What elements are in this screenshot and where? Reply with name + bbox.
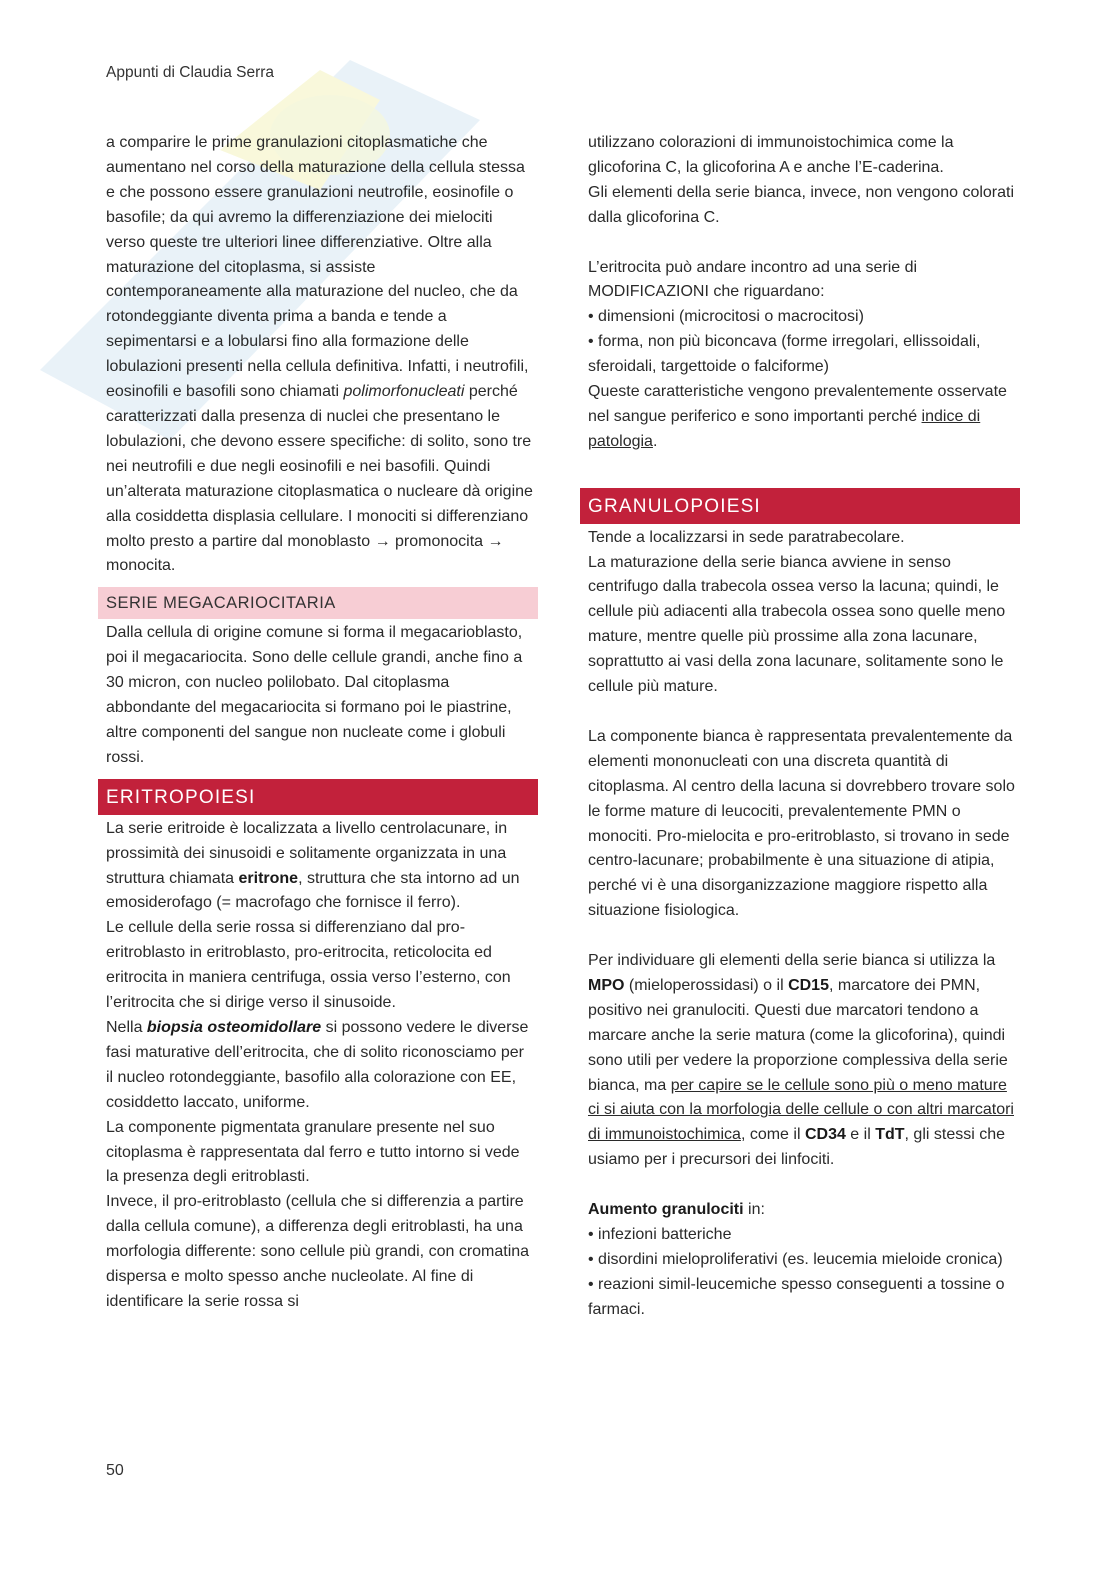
paragraph-glicoforina: utilizzano colorazioni di immunoistochimica come la glicoforina C, la glicoforina A e anche l’E-caderina.: [588, 134, 954, 176]
list-item: • forma, non più biconcava (forme irregolari, ellissoidali, sferoidali, targettoide o falciforme): [588, 333, 981, 376]
page-number: 50: [106, 1462, 124, 1479]
paragraph-caratteristiche: Queste caratteristiche vengono prevalentemente osservate nel sangue periferico e sono importanti perché indice di patologia.: [588, 383, 1007, 450]
underlined-passage: per capire se le cellule sono più o meno mature ci si aiuta con la morfologia delle cellule o con altri marcatori di immunoistochimica: [588, 1076, 1014, 1144]
running-header: Appunti di Claudia Serra: [106, 64, 275, 81]
paragraph-granulo-4: Per individuare gli elementi della serie bianca si utilizza la MPO (mieloperossidasi) o il CD15, marcatore dei PMN, positivo nei granulociti. Questi due marcatori tendono a marcare anche la serie matura (come la glicoforina), quindi sono utili per vedere la proporzione complessiva della serie bianca, ma per capire se le cellule sono più o meno mature ci si aiuta con la morfologia delle cellule o con altri marcatori di immunoistochimica, come il CD34 e il TdT, gli stessi che usiamo per i precursori dei linfociti.: [588, 952, 1014, 1169]
list-item: • dimensioni (microcitosi o macrocitosi): [588, 308, 864, 326]
paragraph-maturazione: a comparire le prime granulazioni citoplasmatiche che aumentano nel corso della maturazione della cellula stessa e che possono essere granulazioni neutrofile, eosinofile o basofile; da qui avremo la differenziazione dei mielociti verso queste tre ulteriori linee differenziative. Oltre alla maturazione del citoplasma, si assiste contemporaneamente alla maturazione del nucleo, che da rotondeggiante diventa prima a banda e tende a sepimentarsi e a lobularsi fino alla formazione delle lobulazioni presenti nella cellula definitiva. Infatti, i neutrofili, eosinofili e basofili sono chiamati polimorfonucleati perché caratterizzati dalla presenza di nuclei che presentano le lobulazioni, che devono essere specifiche: di solito, sono tre nei neutrofili e due negli eosinofili e nei basofili. Quindi un’alterata maturazione citoplasmatica o nucleare dà origine alla cosiddetta displasia cellulare. I monociti si differenziano molto presto a partire dal monoblasto → promonocita → monocita.: [106, 134, 533, 575]
bold-term: CD34: [804, 1126, 846, 1144]
paragraph-eritro-2: Le cellule della serie rossa si differenziano dal pro-eritroblasto in eritroblasto, pro-eritrocita, reticolocita ed eritrocita in maniera centrifuga, ossia verso l’esterno, con l’eritrocita che si dirige verso il sinusoide.: [106, 919, 511, 1012]
underlined-term: indice di patologia: [588, 407, 981, 450]
section-heading-megacariocitaria: SERIE MEGACARIOCITARIA: [98, 587, 538, 619]
section-heading-granulopoiesi: GRANULOPOIESI: [580, 488, 1020, 524]
bold-term: eritrone: [238, 869, 299, 887]
bold-italic-term: biopsia osteomidollare: [146, 1019, 322, 1036]
list-item: • disordini mieloproliferativi (es. leucemia mieloide cronica): [588, 1250, 1003, 1268]
paragraph-eritro-4: La componente pigmentata granulare presente nel suo citoplasma è rappresentata dal ferro e tutto intorno si vede la presenza degli eritroblasti.: [106, 1118, 520, 1186]
bold-term: MPO: [588, 976, 625, 994]
bold-term: CD15: [788, 976, 829, 994]
italic-term: polimorfonucleati: [343, 383, 465, 401]
paragraph-serie-bianca: Gli elementi della serie bianca, invece, non vengono colorati dalla glicoforina C.: [588, 183, 1015, 226]
paragraph-granulo-1: Tende a localizzarsi in sede paratrabecolare.: [588, 528, 905, 546]
paragraph-modificazioni: L’eritrocita può andare incontro ad una serie di MODIFICAZIONI che riguardano:: [588, 258, 918, 301]
paragraph-eritro-3: Nella biopsia osteomidollare si possono vedere le diverse fasi maturative dell’eritrocita, che di solito riconosciamo per il nucleo rotondeggiante, basofilo alla colorazione con EE, cosiddetto laccato, uniforme.: [106, 1019, 529, 1111]
paragraph-eritro-1: La serie eritroide è localizzata a livello centrolacunare, in prossimità dei sinusoidi e solitamente organizzata in una struttura chiamata eritrone, struttura che sta intorno ad un emosiderofago (= macrofago che fornisce il ferro).: [106, 819, 520, 912]
paragraph-granulo-2: La maturazione della serie bianca avviene in senso centrifugo dalla trabecola ossea verso la lacuna; quindi, le cellule più adiacenti alla trabecola ossea sono quelle meno mature, mentre quelle più prossime alla zona lacunare, soprattutto ai vasi della zona lacunare, solitamente sono le cellule più mature.: [588, 553, 1006, 696]
paragraph-megacario: Dalla cellula di origine comune si forma il megacarioblasto, poi il megacariocita. Sono delle cellule grandi, anche fino a 30 micron, con nucleo polilobato. Dal citoplasma abbondante del megacariocita si formano poi le piastrine, altre componenti del sangue non nucleate come i globuli rossi.: [106, 624, 523, 766]
bold-term: Aumento granulociti: [588, 1201, 744, 1219]
paragraph-eritro-5: Invece, il pro-eritroblasto (cellula che si differenzia a partire dalla cellula comune), a differenza degli eritroblasti, ha una morfologia differente: sono cellule più grandi, con cromatina dispersa e molto spesso anche nucleolate. Al fine di identificare la serie rossa si: [106, 1193, 530, 1310]
paragraph-aumento: Aumento granulociti in:: [588, 1201, 765, 1219]
bold-term: TdT: [875, 1126, 905, 1144]
right-column: [588, 131, 1016, 1323]
list-item: • reazioni simil-leucemiche spesso conseguenti a tossine o farmaci.: [588, 1275, 1005, 1318]
list-item: • infezioni batteriche: [588, 1225, 732, 1243]
section-heading-eritropoiesi: ERITROPOIESI: [98, 779, 538, 815]
left-column: [106, 131, 534, 1315]
paragraph-granulo-3: La componente bianca è rappresentata prevalentemente da elementi mononucleati con una discreta quantità di citoplasma. Al centro della lacuna si dovrebbero trovare solo le forme mature di leucociti, prevalentemente PMN o monociti. Pro-mielocita e pro-eritroblasto, si trovano in sede centro-lacunare; probabilmente è una situazione di atipia, perché vi è una disorganizzazione maggiore rispetto alla situazione fisiologica.: [588, 727, 1015, 920]
